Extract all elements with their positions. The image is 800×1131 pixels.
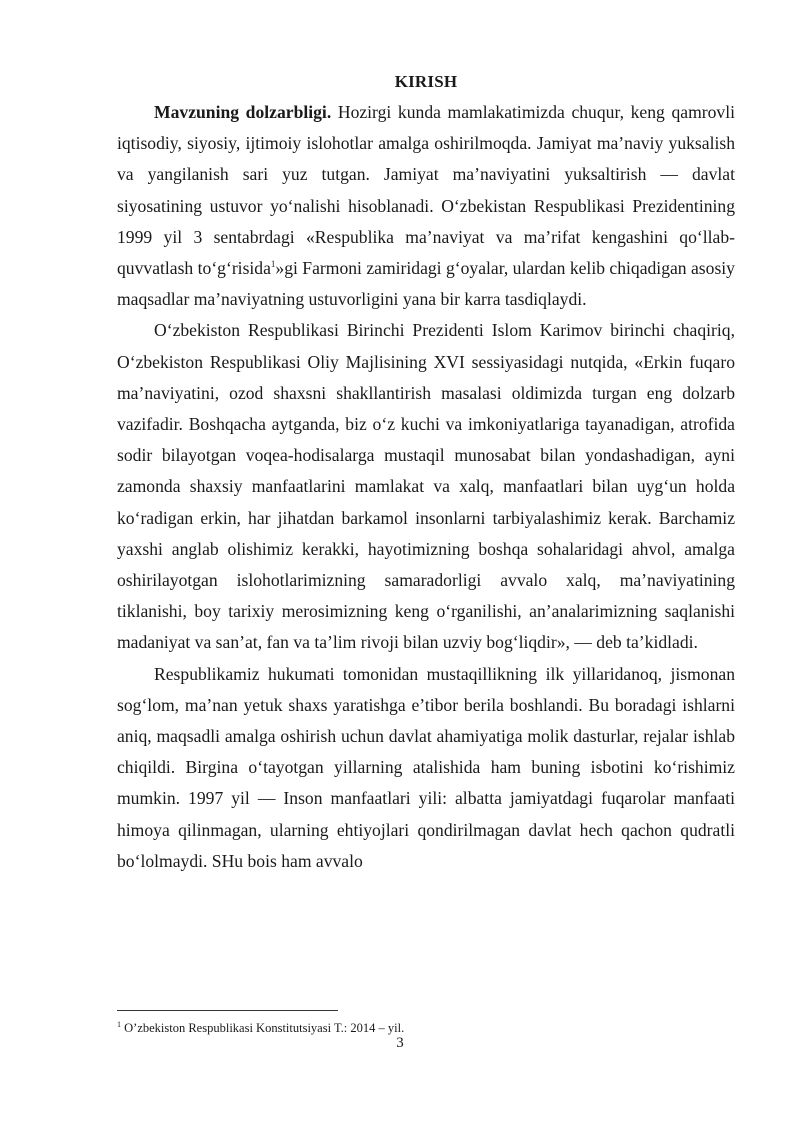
- paragraph-karimov-quote: O‘zbekiston Respublikasi Birinchi Prezidenti Islom Karimov birinchi chaqiriq, O‘zbekiston Respublikasi Oliy Majlisining XVI sessiyasidagi nutqida, «Erkin fuqaro ma’naviyatini, ozod shaxsni shakllantirish masalasi oldimizda turgan eng dolzarb vazifadir. Boshqacha aytganda, biz o‘z kuchi va imkoniyatlariga tayanadigan, atrofida sodir bilayotgan voqea-hodisalarga mustaqil munosabat bilan yondashadigan, ayni zamonda shaxsiy manfaatlarini mamlakat va xalq, manfaatlari bilan uyg‘un holda ko‘radigan erkin, har jihatdan barkamol insonlarni tarbiyalashimiz kerak. Barchamiz yaxshi anglab olishimiz kerakki, hayotimizning boshqa sohalaridagi ahvol, amalga oshirilayotgan islohotlarimizning samaradorligi avvalo xalq, ma’naviyatining tiklanishi, boy tarixiy merosimizning keng o‘rganilishi, an’analarimizning saqlanishi madaniyat va san’at, fan va ta’lim rivoji bilan uzviy bog‘liqdir», — deb ta’kidladi.: [117, 320, 735, 653]
- paragraph-relevance: [117, 97, 735, 315]
- paragraph-text: »gi Farmoni zamiridagi g‘oyalar, ulardan kelib chiqadigan asosiy maqsadlar ma’naviyatning ustuvorligini yana bir karra tasdiqlaydi.: [117, 258, 735, 310]
- footnote-reference[interactable]: 1: [270, 259, 276, 270]
- footnote-marker: 1: [117, 1019, 121, 1029]
- paragraph-text: Hozirgi kunda mamlakatimizda chuqur, keng qamrovli iqtisodiy, siyosiy, ijtimoiy islohotlar amalga oshirilmoqda. Jamiyat ma’naviy yuksalish va yangilanish sari yuz tutgan. Jamiyat ma’naviyatini yuksaltirish — davlat siyosatining ustuvor yo‘nalishi hisoblanadi. O‘zbekistan Respublikasi Prezidentining 1999 yil 3 sentabrdagi «Respublika ma’naviyat va ma’rifat kengashini qo‘llab-quvvatlash to‘g‘risida: [117, 102, 735, 279]
- footnote-text: O’zbekiston Respublikasi Konstitutsiyasi T.: 2014 – yil.: [121, 1021, 405, 1035]
- page-number: 3: [396, 1035, 404, 1051]
- document-body: [117, 68, 735, 877]
- paragraph-government: Respublikamiz hukumati tomonidan mustaqillikning ilk yillaridanoq, jismonan sog‘lom, ma’nan yetuk shaxs yaratishga e’tibor berila boshlandi. Bu boradagi ishlarni aniq, maqsadli amalga oshirish uchun davlat ahamiyatiga molik dasturlar, rejalar ishlab chiqildi. Birgina o‘tayotgan yillarning atalishida ham buning isbotini ko‘rishimiz mumkin. 1997 yil — Inson manfaatlari yili: albatta jamiyatdagi fuqarolar manfaati himoya qilinmagan, ularning ehtiyojlari qondirilmagan davlat hech qachon qudratli bo‘lolmaydi. SHu bois ham avvalo: [117, 663, 735, 871]
- footnote-divider: [117, 1010, 338, 1011]
- section-heading: KIRISH: [394, 72, 458, 91]
- paragraph-lead-term: Mavzuning dolzarbligi.: [154, 102, 332, 122]
